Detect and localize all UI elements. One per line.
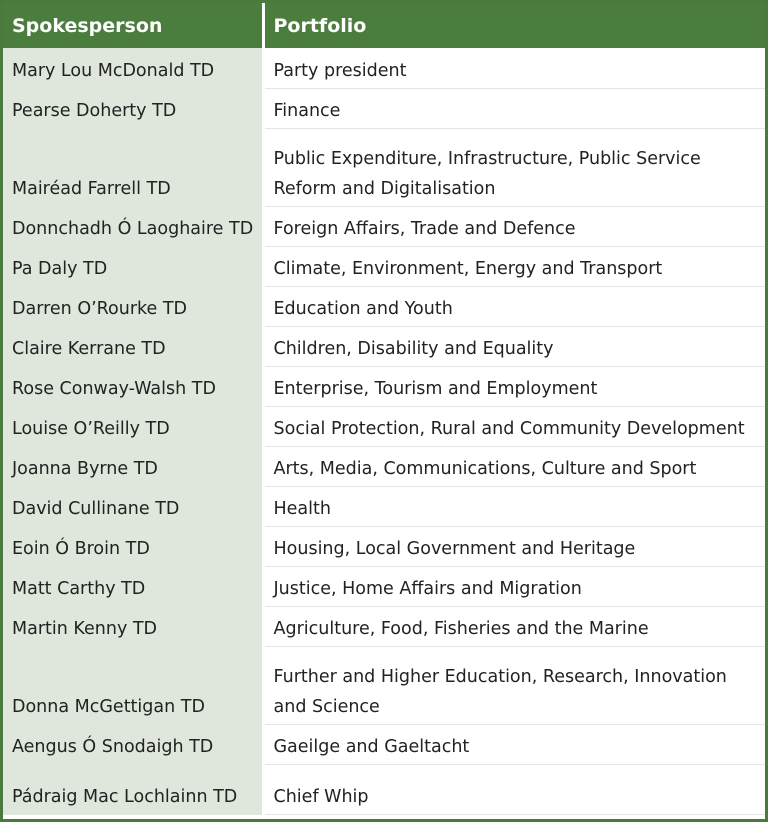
spokesperson-cell: Donnchadh Ó Laoghaire TD [3, 206, 263, 246]
spokesperson-cell: Pádraig Mac Lochlainn TD [3, 764, 263, 814]
table-header [3, 3, 765, 48]
portfolio-cell: Justice, Home Affairs and Migration [263, 566, 765, 606]
portfolio-cell: Public Expenditure, Infrastructure, Public Service Reform and Digitalisation [263, 128, 765, 206]
spokesperson-cell: Pa Daly TD [3, 246, 263, 286]
spokesperson-cell: Donna McGettigan TD [3, 646, 263, 724]
table-row [3, 764, 765, 814]
table-row [3, 646, 765, 724]
spokesperson-cell: Eoin Ó Broin TD [3, 526, 263, 566]
spokesperson-cell: Louise O’Reilly TD [3, 406, 263, 446]
table-row [3, 206, 765, 246]
header-portfolio: Portfolio [263, 3, 765, 48]
spokesperson-cell: Aengus Ó Snodaigh TD [3, 724, 263, 764]
spokesperson-table [3, 3, 765, 815]
spokesperson-cell: Mary Lou McDonald TD [3, 48, 263, 88]
spokesperson-cell: Joanna Byrne TD [3, 446, 263, 486]
table-row [3, 606, 765, 646]
spokesperson-cell: Rose Conway-Walsh TD [3, 366, 263, 406]
table-row [3, 128, 765, 206]
table-row [3, 724, 765, 764]
spokesperson-cell: Darren O’Rourke TD [3, 286, 263, 326]
table-row [3, 246, 765, 286]
spokesperson-cell: Claire Kerrane TD [3, 326, 263, 366]
portfolio-cell: Children, Disability and Equality [263, 326, 765, 366]
table-row [3, 286, 765, 326]
table-row [3, 326, 765, 366]
portfolio-cell: Climate, Environment, Energy and Transport [263, 246, 765, 286]
table-row [3, 366, 765, 406]
portfolio-cell: Health [263, 486, 765, 526]
spokesperson-cell: Mairéad Farrell TD [3, 128, 263, 206]
table-row [3, 48, 765, 88]
portfolio-cell: Agriculture, Food, Fisheries and the Marine [263, 606, 765, 646]
table-row [3, 566, 765, 606]
spokesperson-cell: David Cullinane TD [3, 486, 263, 526]
portfolio-cell: Enterprise, Tourism and Employment [263, 366, 765, 406]
table-row [3, 446, 765, 486]
table-row [3, 406, 765, 446]
portfolio-cell: Further and Higher Education, Research, Innovation and Science [263, 646, 765, 724]
table-body [3, 48, 765, 814]
portfolio-cell: Finance [263, 88, 765, 128]
portfolio-cell: Foreign Affairs, Trade and Defence [263, 206, 765, 246]
portfolio-cell: Education and Youth [263, 286, 765, 326]
portfolio-cell: Gaeilge and Gaeltacht [263, 724, 765, 764]
portfolio-cell: Arts, Media, Communications, Culture and Sport [263, 446, 765, 486]
spokesperson-cell: Matt Carthy TD [3, 566, 263, 606]
table-row [3, 526, 765, 566]
portfolio-cell: Chief Whip [263, 764, 765, 814]
portfolio-cell: Housing, Local Government and Heritage [263, 526, 765, 566]
portfolio-cell: Party president [263, 48, 765, 88]
header-spokesperson: Spokesperson [3, 3, 263, 48]
spokesperson-cell: Pearse Doherty TD [3, 88, 263, 128]
spokesperson-cell: Martin Kenny TD [3, 606, 263, 646]
table-row [3, 486, 765, 526]
portfolio-cell: Social Protection, Rural and Community Development [263, 406, 765, 446]
header-row [3, 3, 765, 48]
table-row [3, 88, 765, 128]
